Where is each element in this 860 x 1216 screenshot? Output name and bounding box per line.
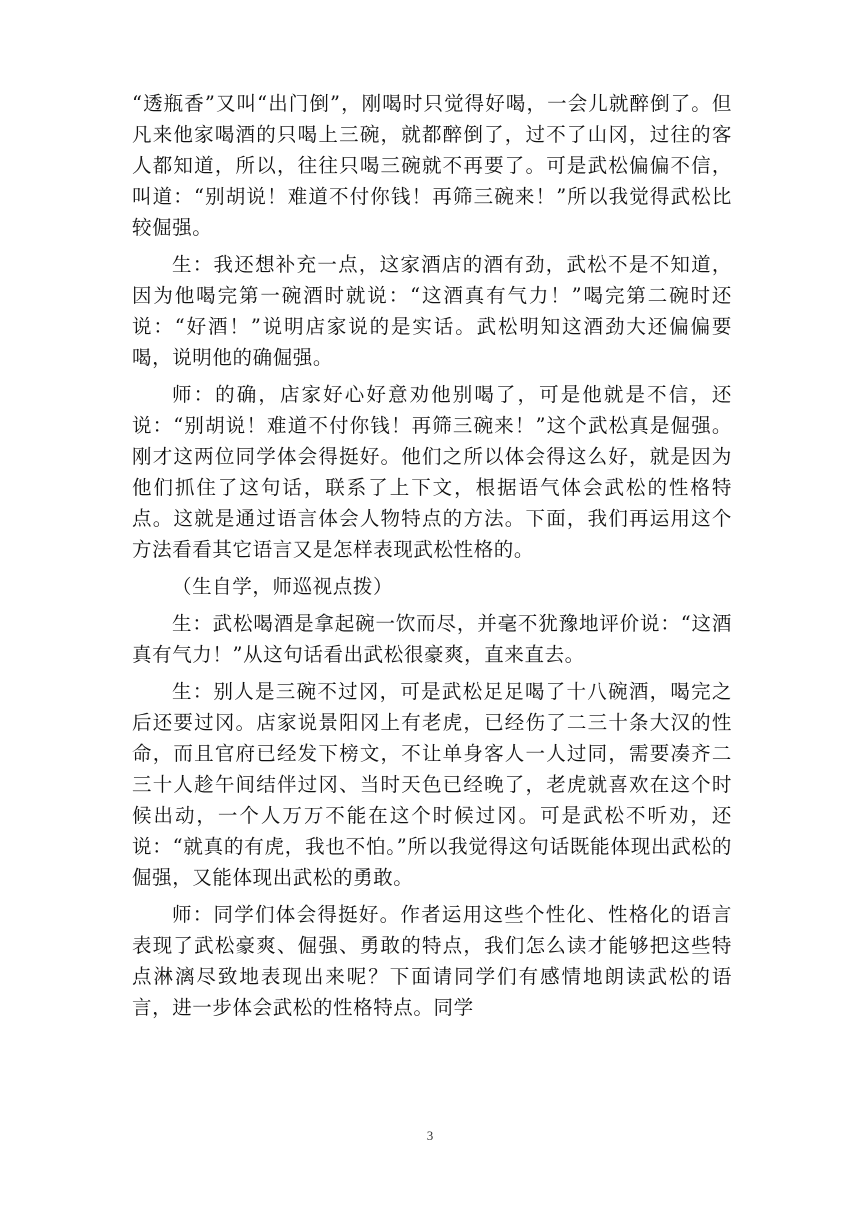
paragraph: 生：别人是三碗不过冈，可是武松足足喝了十八碗酒，喝完之后还要过冈。店家说景阳冈上有老虎，已经伤了二三十条大汉的性命，而且官府已经发下榜文，不让单身客人一人过同，需要凑齐二三十人趁午间结伴过冈、当时天色已经晚了，老虎就喜欢在这个时候出动，一个人万万不能在这个时候过冈。可是武松不听劝，还说：“就真的有虎，我也不怕。”所以我觉得这句话既能体现出武松的倔强，又能体现出武松的勇敢。	[132, 680, 732, 889]
paragraph: 生：武松喝酒是拿起碗一饮而尽，并毫不犹豫地评价说：“这酒真有气力！”从这句话看出武松很豪爽，直来直去。	[132, 612, 732, 666]
paragraph: （生自学，师巡视点拨）	[171, 575, 394, 598]
paragraph: 生：我还想补充一点，这家酒店的酒有劲，武松不是不知道，因为他喝完第一碗酒时就说：“这酒真有气力！”喝完第二碗时还说：“好酒！”说明店家说的是实话。武松明知这酒劲大还偏偏要喝，说明他的确倔强。	[132, 253, 732, 369]
paragraph: 师：同学们体会得挺好。作者运用这些个性化、性格化的语言表现了武松豪爽、倔强、勇敢的特点，我们怎么读才能够把这些特点淋漓尽致地表现出来呢？下面请同学们有感情地朗读武松的语言，进一步体会武松的性格特点。同学	[132, 903, 732, 1019]
paragraph: 师：的确，店家好心好意劝他别喝了，可是他就是不信，还说：“别胡说！难道不付你钱！再筛三碗来！”这个武松真是倔强。刚才这两位同学体会得挺好。他们之所以体会得这么好，就是因为他们抓住了这句话，联系了上下文，根据语气体会武松的性格特点。这就是通过语言体会人物特点的方法。下面，我们再运用这个方法看看其它语言又是怎样表现武松性格的。	[132, 383, 732, 561]
page-number: 3	[426, 1128, 434, 1143]
paragraph: “透瓶香”又叫“出门倒”，刚喝时只觉得好喝，一会儿就醉倒了。但凡来他家喝酒的只喝上三碗，就都醉倒了，过不了山冈，过往的客人都知道，所以，往往只喝三碗就不再要了。可是武松偏偏不信，叫道：“别胡说！难道不付你钱！再筛三碗来！”所以我觉得武松比较倔强。	[132, 92, 732, 239]
document-body	[132, 88, 732, 1023]
